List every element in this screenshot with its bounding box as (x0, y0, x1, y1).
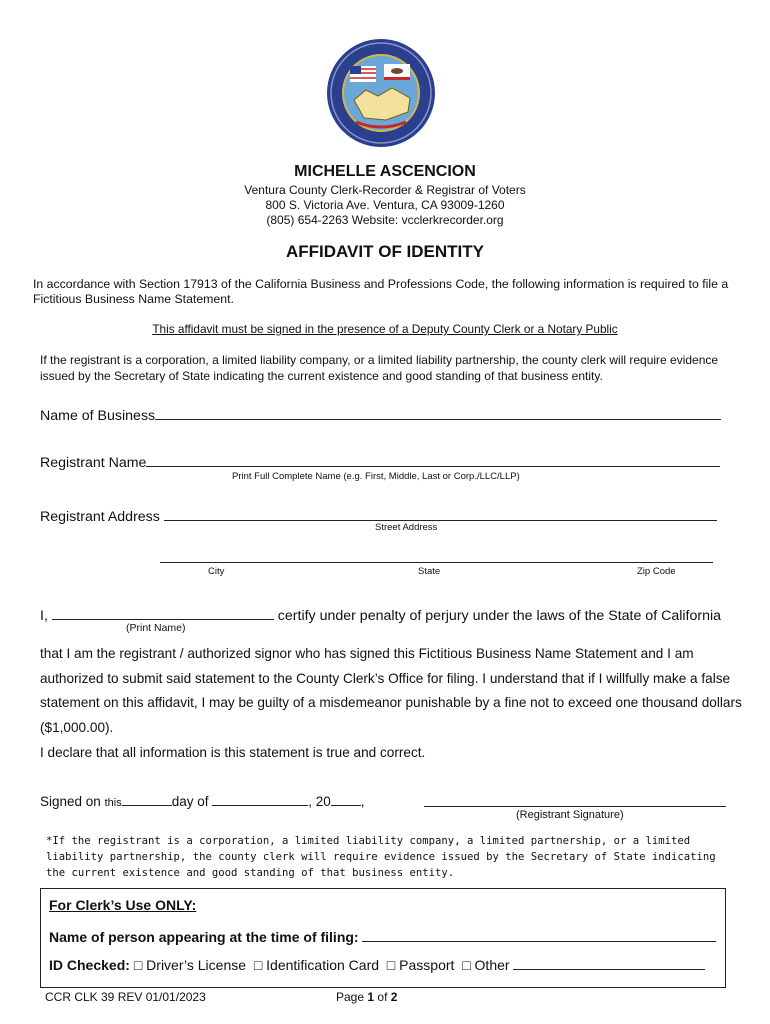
option-identification-card: Identification Card (266, 957, 380, 973)
registrant-name-label: Registrant Name (40, 455, 147, 471)
signature-hint: (Registrant Signature) (516, 809, 624, 821)
option-passport: Passport (399, 957, 455, 973)
page-current: 1 (367, 990, 375, 1004)
page-total: 2 (390, 990, 398, 1004)
registrant-signature-field[interactable] (424, 792, 726, 807)
registrant-address-label: Registrant Address (40, 509, 160, 525)
registrant-name-row (40, 452, 720, 471)
business-name-label: Name of Business (40, 408, 156, 424)
year-comma: , (360, 794, 365, 809)
month-field[interactable] (212, 791, 308, 806)
clerk-use-box (40, 888, 726, 988)
signed-on-row (40, 791, 365, 809)
person-appearing-label: Name of person appearing at the time of filing: (49, 929, 359, 945)
id-checked-label: ID Checked: (49, 957, 130, 973)
print-name-hint: (Print Name) (126, 622, 186, 634)
office-contact: (805) 654-2263 Website: vcclerkrecorder.org (266, 213, 504, 227)
county-seal (326, 38, 436, 148)
office-address: 800 S. Victoria Ave. Ventura, CA 93009-1260 (265, 198, 505, 212)
page-indicator (336, 990, 397, 1004)
page-of: of (377, 990, 388, 1004)
option-drivers-license: Driver’s License (146, 957, 247, 973)
year-prefix: , 20 (308, 794, 331, 809)
this-label: this (104, 797, 122, 809)
business-name-row (40, 405, 721, 424)
zip-hint: Zip Code (637, 566, 676, 577)
certification-line-3: statement on this affidavit, I may be guilty of a misdemeanor punishable by a fine not to exceed one thousand dollars (40, 695, 742, 710)
day-field[interactable] (122, 791, 172, 806)
other-id-field[interactable] (513, 955, 705, 970)
notary-notice (0, 322, 770, 336)
signed-on-label: Signed on (40, 794, 101, 809)
checkbox-identification-card[interactable]: □ (253, 957, 263, 973)
checkbox-drivers-license[interactable]: □ (133, 957, 143, 973)
intro-paragraph: In accordance with Section 17913 of the California Business and Professions Code, the following information is required to file a Fictitious Business Name Statement. (33, 277, 729, 306)
day-of-label: day of (171, 794, 209, 809)
form-code: CCR CLK 39 REV 01/01/2023 (45, 990, 206, 1004)
year-field[interactable] (331, 791, 361, 806)
footnote: *If the registrant is a corporation, a limited liability company, a limited partnership, or a limited liability partnership, the county clerk will require evidence issued by the Secretary of State indicating the current existence and good standing of that business entity. (46, 835, 716, 879)
notary-notice-text: This affidavit must be signed in the presence of a Deputy County Clerk or a Notary Public (152, 322, 618, 336)
city-hint: City (208, 566, 225, 577)
option-other: Other (474, 957, 510, 973)
id-checked-row (49, 955, 705, 973)
city-state-zip-row (160, 548, 713, 568)
official-name: MICHELLE ASCENCION (294, 163, 476, 180)
person-appearing-field[interactable] (362, 927, 716, 942)
declaration-text: I declare that all information is this statement is true and correct. (40, 745, 426, 760)
form-title: AFFIDAVIT OF IDENTITY (285, 242, 484, 261)
checkbox-passport[interactable]: □ (386, 957, 396, 973)
clerk-box-heading: For Clerk’s Use ONLY: (49, 897, 197, 913)
registrant-name-field[interactable] (146, 452, 720, 467)
street-address-hint: Street Address (375, 522, 438, 533)
print-name-field[interactable] (52, 605, 274, 620)
checkbox-other[interactable]: □ (462, 957, 471, 973)
certification-line-4: ($1,000.00). (40, 720, 114, 735)
business-name-field[interactable] (155, 405, 721, 420)
certify-suffix: certify under penalty of perjury under the laws of the State of California (277, 608, 722, 624)
street-address-field[interactable] (164, 506, 717, 521)
city-state-zip-field[interactable] (160, 548, 713, 563)
registrant-name-hint: Print Full Complete Name (e.g. First, Middle, Last or Corp./LLC/LLP) (232, 471, 520, 482)
certify-prefix: I, (40, 608, 48, 624)
office-title: Ventura County Clerk-Recorder & Registrar of Voters (244, 183, 526, 197)
page-word: Page (336, 990, 365, 1004)
state-hint: State (418, 566, 441, 577)
certification-line-2: authorized to submit said statement to the County Clerk’s Office for filing. I understand that if I willfully make a false (40, 671, 731, 686)
registrant-note: If the registrant is a corporation, a limited liability company, or a limited liability partnership, the county clerk will require evidence issued by the Secretary of State indicating the current existence and good standing of that business entity. (40, 353, 719, 383)
certification-line-1: that I am the registrant / authorized signor who has signed this Fictitious Business Name Statement and I am (40, 646, 694, 661)
person-appearing-row (49, 927, 716, 945)
